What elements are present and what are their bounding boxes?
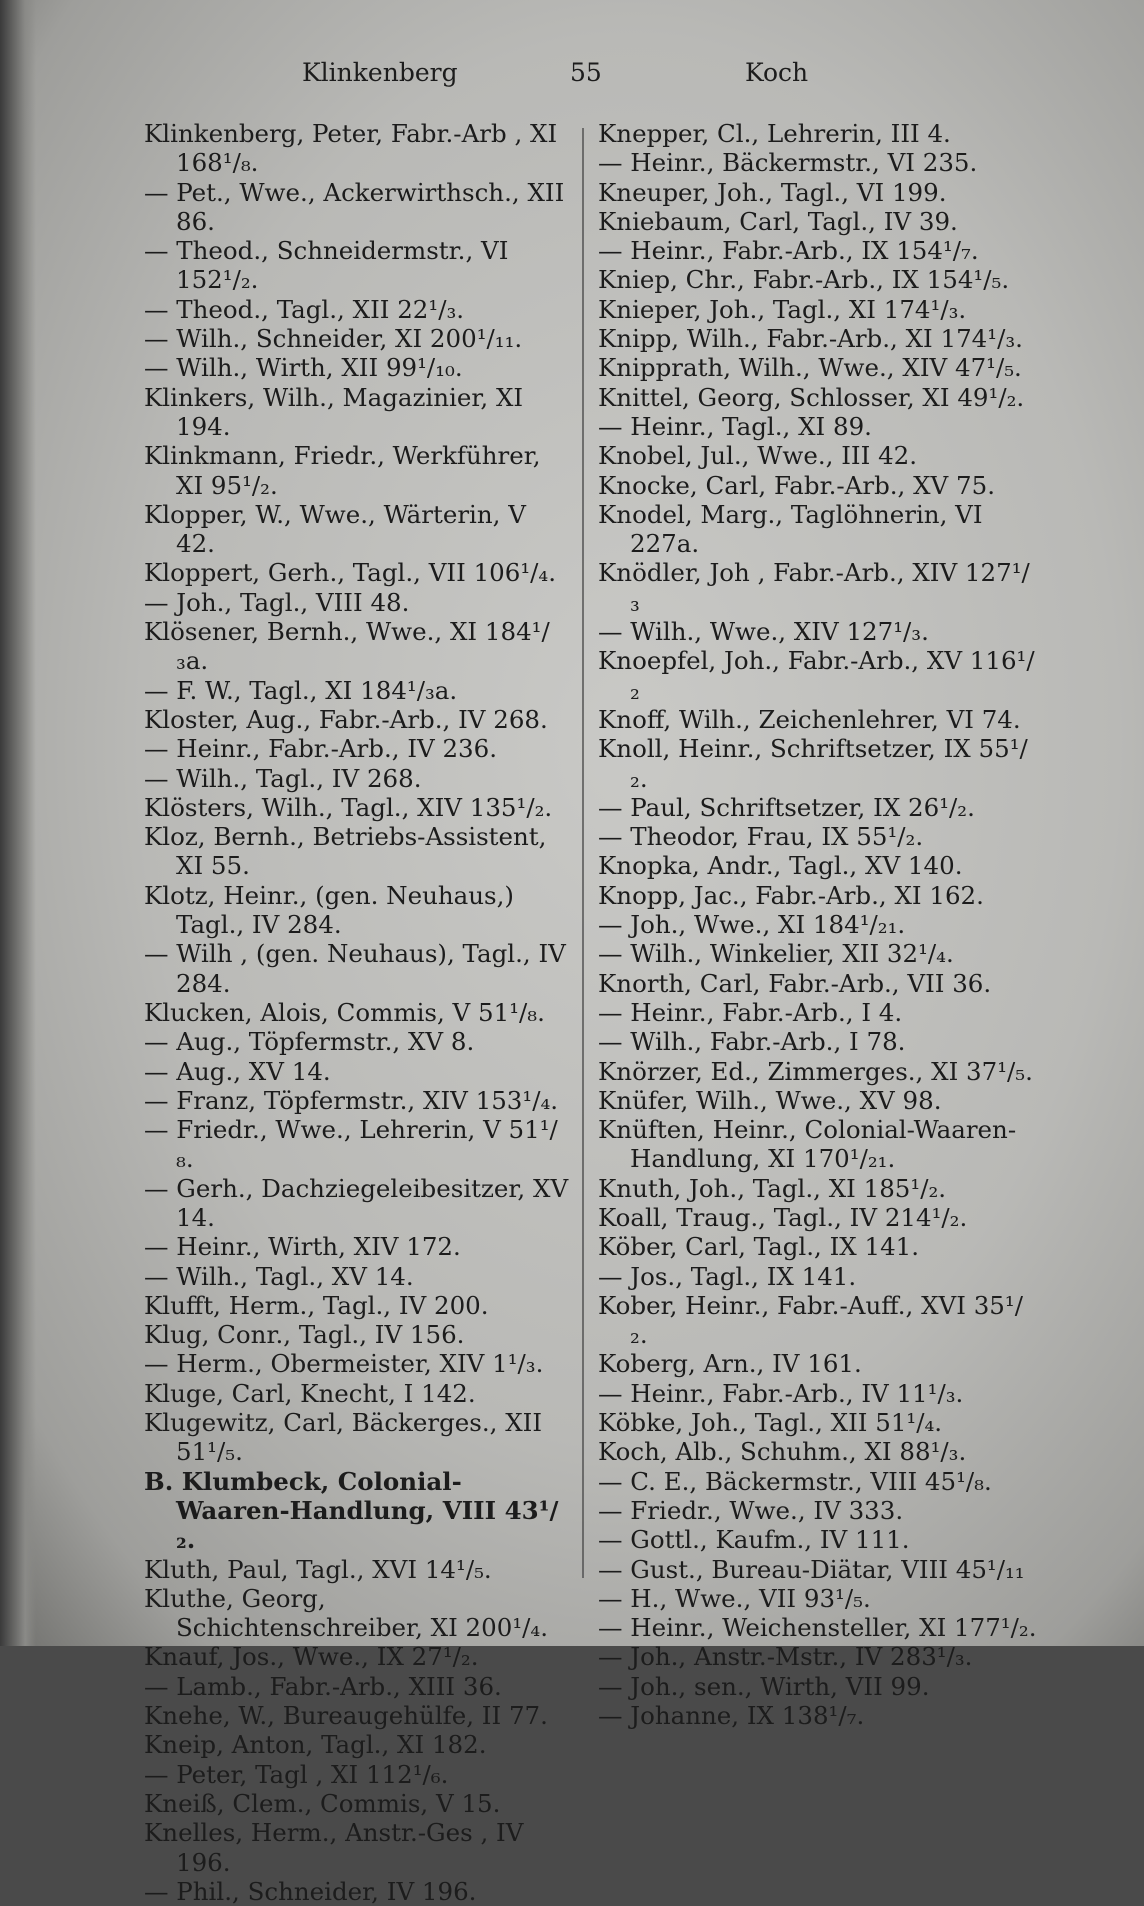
directory-entry: — Joh., Tagl., VIII 48. xyxy=(144,587,410,617)
directory-entry: Knipp, Wilh., Fabr.-Arb., XI 174¹/₃. xyxy=(598,324,1023,354)
directory-entry: Knuth, Joh., Tagl., XI 185¹/₂. xyxy=(598,1173,947,1203)
directory-entry: — Wilh., Schneider, XI 200¹/₁₁. xyxy=(144,324,523,354)
directory-entry: — Heinr., Fabr.-Arb., IX 154¹/₇. xyxy=(598,236,979,266)
directory-entry: Koberg, Arn., IV 161. xyxy=(598,1349,862,1379)
directory-entry: Klinkers, Wilh., Magazinier, XI 194. xyxy=(144,382,524,441)
header-last-name: Koch xyxy=(745,58,809,87)
page-number: 55 xyxy=(570,58,602,87)
directory-entry: — Joh., sen., Wirth, VII 99. xyxy=(598,1671,930,1701)
directory-entry: Klugewitz, Carl, Bäckerges., XII 51¹/₅. xyxy=(144,1408,543,1467)
directory-entry: — Peter, Tagl , XI 112¹/₆. xyxy=(144,1759,449,1789)
directory-entry: — Wilh., Fabr.-Arb., I 78. xyxy=(598,1027,906,1057)
directory-entry: — Heinr., Fabr.-Arb., IV 11¹/₃. xyxy=(598,1378,964,1408)
directory-entry: Knopp, Jac., Fabr.-Arb., XI 162. xyxy=(598,880,984,910)
directory-entry: — Gottl., Kaufm., IV 111. xyxy=(598,1525,910,1555)
header-first-name: Klinkenberg xyxy=(302,58,458,87)
directory-entry: Kluge, Carl, Knecht, I 142. xyxy=(144,1378,476,1408)
directory-entry: — Aug., Töpfermstr., XV 8. xyxy=(144,1027,475,1057)
directory-entry: Kloppert, Gerh., Tagl., VII 106¹/₄. xyxy=(144,558,557,588)
directory-entry: Knopka, Andr., Tagl., XV 140. xyxy=(598,851,963,881)
page-header xyxy=(0,52,1144,92)
directory-entry: Knepper, Cl., Lehrerin, III 4. xyxy=(598,119,951,148)
directory-entry: Klug, Conr., Tagl., IV 156. xyxy=(144,1320,465,1350)
directory-entry: Knoff, Wilh., Zeichenlehrer, VI 74. xyxy=(598,704,1021,734)
directory-entry: Kniebaum, Carl, Tagl., IV 39. xyxy=(598,206,958,236)
column-divider xyxy=(582,128,584,1578)
directory-entry: — Wilh., Wirth, XII 99¹/₁₀. xyxy=(144,353,463,383)
directory-entry: Kober, Heinr., Fabr.-Auff., XVI 35¹/₂. xyxy=(598,1290,1023,1350)
directory-entry: Knüfer, Wilh., Wwe., XV 98. xyxy=(598,1085,942,1115)
directory-entry: Knipprath, Wilh., Wwe., XIV 47¹/₅. xyxy=(598,353,1022,383)
directory-entry: — Franz, Töpfermstr., XIV 153¹/₄. xyxy=(144,1085,559,1115)
directory-entry: — Aug., XV 14. xyxy=(144,1056,331,1086)
directory-entry: — Lamb., Fabr.-Arb., XIII 36. xyxy=(144,1671,502,1701)
directory-entry: Knorth, Carl, Fabr.-Arb., VII 36. xyxy=(598,968,992,998)
directory-entry: Knüften, Heinr., Colonial-Waaren-Handlung, XI 170¹/₂₁. xyxy=(598,1115,1017,1174)
directory-entry: — Wilh , (gen. Neuhaus), Tagl., IV 284. xyxy=(144,939,566,998)
directory-entry: Knörzer, Ed., Zimmerges., XI 37¹/₅. xyxy=(598,1056,1033,1086)
directory-entry: — Heinr., Tagl., XI 89. xyxy=(598,411,872,441)
directory-entry: Klucken, Alois, Commis, V 51¹/₈. xyxy=(144,997,545,1027)
directory-entry: — Theodor, Frau, IX 55¹/₂. xyxy=(598,822,924,852)
directory-entry: — Gerh., Dachziegeleibesitzer, XV 14. xyxy=(144,1173,569,1232)
directory-entry: — Friedr., Wwe., IV 333. xyxy=(598,1495,904,1525)
directory-entry: Kloz, Bernh., Betriebs-Assistent, XI 55. xyxy=(144,822,547,881)
directory-entry: — Theod., Tagl., XII 22¹/₃. xyxy=(144,294,465,324)
directory-entry: — Heinr., Bäckermstr., VI 235. xyxy=(598,148,978,178)
page-binding-shadow xyxy=(0,0,36,1646)
directory-entry: — Heinr., Fabr.-Arb., IV 236. xyxy=(144,734,498,764)
directory-entry: Kluthe, Georg, Schichtenschreiber, XI 200¹/₄. xyxy=(144,1583,548,1643)
directory-entry: — Heinr., Fabr.-Arb., I 4. xyxy=(598,997,903,1027)
directory-entry: Knödler, Joh , Fabr.-Arb., XIV 127¹/₃ xyxy=(598,558,1030,617)
directory-entry: — Jos., Tagl., IX 141. xyxy=(598,1261,857,1291)
directory-entry: — Joh., Anstr.-Mstr., IV 283¹/₃. xyxy=(598,1642,973,1672)
directory-entry: Klinkmann, Friedr., Werkführer, XI 95¹/₂. xyxy=(144,441,541,500)
directory-entry: Kniep, Chr., Fabr.-Arb., IX 154¹/₅. xyxy=(598,265,1010,295)
directory-entry: — C. E., Bäckermstr., VIII 45¹/₈. xyxy=(598,1466,992,1496)
directory-entry: Knodel, Marg., Taglöhnerin, VI 227a. xyxy=(598,499,983,559)
directory-entry: — Joh., Wwe., XI 184¹/₂₁. xyxy=(598,910,906,940)
directory-entry: Kloster, Aug., Fabr.-Arb., IV 268. xyxy=(144,704,548,734)
directory-entry: — Wilh., Wwe., XIV 127¹/₃. xyxy=(598,617,929,647)
directory-entry: — H., Wwe., VII 93¹/₅. xyxy=(598,1583,871,1613)
left-column xyxy=(144,119,570,1906)
directory-entry: Klopper, W., Wwe., Wärterin, V 42. xyxy=(144,499,526,559)
directory-entry: Knehe, W., Bureaugehülfe, II 77. xyxy=(144,1701,548,1731)
directory-entry: — Herm., Obermeister, XIV 1¹/₃. xyxy=(144,1349,544,1379)
directory-entry: — Friedr., Wwe., Lehrerin, V 51¹/₈. xyxy=(144,1115,558,1174)
directory-entry: Klotz, Heinr., (gen. Neuhaus,) Tagl., IV 284. xyxy=(144,880,514,940)
directory-entry: Kneiß, Clem., Commis, V 15. xyxy=(144,1788,501,1818)
directory-entry: Kluth, Paul, Tagl., XVI 14¹/₅. xyxy=(144,1554,492,1584)
directory-entry: Klösener, Bernh., Wwe., XI 184¹/₃a. xyxy=(144,617,550,676)
directory-entry: — Johanne, IX 138¹/₇. xyxy=(598,1701,865,1731)
directory-entry: — Wilh., Tagl., XV 14. xyxy=(144,1261,414,1291)
directory-entry: — Heinr., Weichensteller, XI 177¹/₂. xyxy=(598,1613,1037,1643)
directory-entry: Knoepfel, Joh., Fabr.-Arb., XV 116¹/₂ xyxy=(598,646,1035,705)
directory-entry: Koch, Alb., Schuhm., XI 88¹/₃. xyxy=(598,1437,967,1467)
directory-entry: — Wilh., Winkelier, XII 32¹/₄. xyxy=(598,939,954,969)
directory-entry: — Pet., Wwe., Ackerwirthsch., XII 86. xyxy=(144,177,565,236)
directory-entry: Knauf, Jos., Wwe., IX 27¹/₂. xyxy=(144,1642,479,1672)
directory-entry: Klinkenberg, Peter, Fabr.-Arb , XI 168¹/₈. xyxy=(144,119,558,178)
directory-entry: Knocke, Carl, Fabr.-Arb., XV 75. xyxy=(598,470,996,500)
directory-entry: Knelles, Herm., Anstr.-Ges , IV 196. xyxy=(144,1818,524,1877)
directory-entry: Knieper, Joh., Tagl., XI 174¹/₃. xyxy=(598,294,967,324)
directory-entry: — Theod., Schneidermstr., VI 152¹/₂. xyxy=(144,236,509,295)
directory-entry: — Heinr., Wirth, XIV 172. xyxy=(144,1232,461,1262)
directory-entry: Köbke, Joh., Tagl., XII 51¹/₄. xyxy=(598,1408,943,1438)
directory-entry: Klösters, Wilh., Tagl., XIV 135¹/₂. xyxy=(144,792,553,822)
directory-entry: Knoll, Heinr., Schriftsetzer, IX 55¹/₂. xyxy=(598,734,1028,793)
directory-entry: Köber, Carl, Tagl., IX 141. xyxy=(598,1232,920,1262)
directory-entry: Knittel, Georg, Schlosser, XI 49¹/₂. xyxy=(598,382,1025,412)
directory-entry: — F. W., Tagl., XI 184¹/₃a. xyxy=(144,675,458,705)
directory-entry: Koall, Traug., Tagl., IV 214¹/₂. xyxy=(598,1202,968,1232)
right-column xyxy=(598,119,1038,1730)
directory-entry: Kneip, Anton, Tagl., XI 182. xyxy=(144,1730,487,1760)
directory-entry: B. Klumbeck, Colonial-Waaren-Handlung, VIII 43¹/₂. xyxy=(144,1466,559,1555)
directory-entry: Knobel, Jul., Wwe., III 42. xyxy=(598,441,918,471)
directory-entry: — Paul, Schriftsetzer, IX 26¹/₂. xyxy=(598,792,975,822)
directory-entry: — Wilh., Tagl., IV 268. xyxy=(144,763,422,793)
directory-entry: Klufft, Herm., Tagl., IV 200. xyxy=(144,1290,489,1320)
directory-entry: — Gust., Bureau-Diätar, VIII 45¹/₁₁ xyxy=(598,1554,1025,1584)
directory-entry: — Phil., Schneider, IV 196. xyxy=(144,1876,477,1906)
directory-entry: Kneuper, Joh., Tagl., VI 199. xyxy=(598,177,947,207)
